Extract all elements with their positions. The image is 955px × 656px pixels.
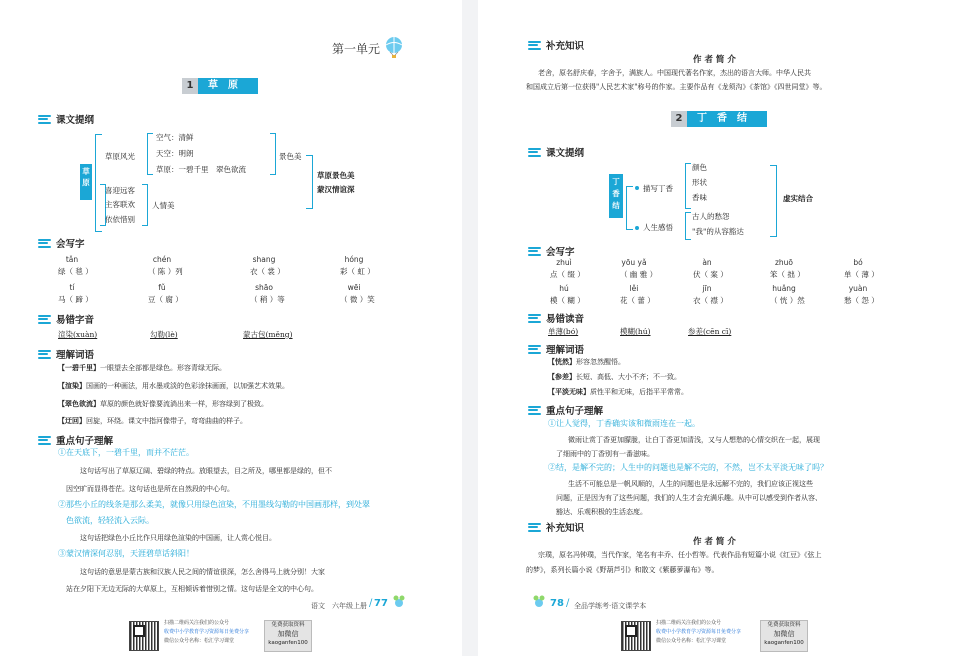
section-icon	[528, 148, 541, 157]
ad-line-1: 扫描二维码关注我们的公众号	[164, 620, 230, 626]
pinyin: tí	[69, 283, 75, 292]
author-title: 作 者 简 介	[693, 537, 736, 547]
lesson-title	[182, 78, 258, 94]
section-title: 会写字	[546, 247, 575, 258]
key-explain-3-line-1: 这句话的意思是蒙古族和汉族人民之间的情谊很深，怎么舍得马上就分别！大家	[80, 568, 325, 576]
section-title: 理解词语	[56, 350, 95, 361]
left-page	[0, 0, 462, 656]
section-title: 易错读音	[546, 314, 585, 325]
outline-brace-b1	[147, 133, 153, 175]
vocab-term: 【渲染】	[58, 381, 86, 390]
ad-box-line-3: kaoganfen100	[268, 640, 308, 646]
word-blank: 愁（ 怨 ）	[844, 296, 879, 305]
pinyin: wēi	[347, 283, 361, 292]
outline-brace-b2-right	[142, 184, 148, 226]
ad-line-2: 收费中小学教育学习资源每日免费分享	[164, 629, 250, 635]
outline-result: 虚实结合	[783, 194, 813, 203]
section-supp-2	[528, 520, 584, 534]
outline-side-label: 草原	[80, 164, 92, 200]
section-icon	[528, 406, 541, 415]
word-blank: 笨（ 拙 ）	[770, 270, 805, 279]
section-vocab	[528, 342, 584, 356]
section-misread	[38, 312, 94, 326]
vocab-def: 形容忽然醒悟。	[576, 358, 625, 366]
pinyin: shang	[252, 255, 276, 264]
ad-line-1: 扫描二维码关注我们的公众号	[656, 620, 722, 626]
vocab-item	[58, 397, 268, 411]
ad-box-line-2: 加微信	[277, 630, 299, 638]
misread-item-3: 参差(cēn cī)	[688, 327, 732, 336]
key-sentence-3: ③蒙汉情深何忍别，天涯碧草话斜阳！	[58, 549, 194, 558]
balloon-icon	[384, 36, 404, 60]
author-line-1: 老舍，原名舒庆春，字舍予，满族人。中国现代著名作家，杰出的语言大师。中华人民共	[538, 69, 811, 77]
outline-brace-theme	[306, 155, 313, 209]
word-blank: （ 稍 ）等	[250, 295, 285, 304]
ad-box-line-1: 免费获取资料	[271, 622, 305, 628]
vocab-item	[58, 379, 289, 393]
misread-item-1: 渲染(xuàn)	[58, 330, 98, 339]
pinyin: zhuì	[556, 258, 572, 267]
key-sentence-2-line-1: ②那些小丘的线条是那么柔美，就像只用绿色渲染，不用墨线勾勒的中国画那样，到处翠	[58, 500, 370, 509]
footer-separator: /	[369, 598, 373, 609]
pinyin: yōu yǎ	[621, 258, 647, 267]
section-icon	[38, 315, 51, 324]
key-explain-2-line-1: 生活不可能总是一帆风顺的，人生的问题也是永远解不完的，我们应该正视这些	[568, 480, 813, 488]
footer-book: 全品学练考·语文课学本	[574, 602, 647, 610]
pinyin: huǎng	[772, 284, 796, 293]
author-line-1: 宗璞，原名冯钟璞，当代作家，笔名有丰乔、任小哲等。代表作品有短篇小说《红豆》《弦上	[538, 551, 822, 559]
ad-line-3: 微信公众号名称：松汇学习课堂	[656, 638, 727, 644]
ad-line-2: 收费中小学教育学习资源每日免费分享	[656, 629, 742, 635]
pinyin: tǎn	[65, 255, 79, 264]
pinyin: lěi	[629, 284, 639, 293]
section-title: 会写字	[56, 239, 85, 250]
sprout-icon	[392, 594, 406, 608]
pinyin: shāo	[255, 283, 273, 292]
vocab-item	[58, 361, 226, 375]
key-explain-3-line-2: 站在夕阳下无边无际的大草原上，互相倾诉着惜别之情。这句话是全文的中心句。	[66, 585, 318, 593]
outline-branch-2: 人生感悟	[643, 223, 673, 232]
word-blank: 马（ 蹄 ）	[58, 295, 93, 304]
section-key	[528, 403, 603, 417]
key-explain-2-line-2: 问题，正是因为有了这些问题，我们的人生才会充满乐趣。从中可以感受到作者从容、	[556, 494, 822, 502]
outline-b1-item-2: 天空：明朗	[156, 149, 194, 158]
vocab-item	[548, 370, 681, 384]
pinyin: chén	[152, 255, 172, 264]
key-explain-1-line-2: 了细雨中的丁香别有一番滋味。	[556, 450, 654, 458]
qr-code	[621, 621, 651, 651]
outline-brace-b2	[685, 212, 691, 240]
word-blank: （ 幽 雅 ）	[620, 270, 658, 279]
word-blank: 衣（ 襟 ）	[693, 296, 728, 305]
outline-b2-item-1: 喜迎远客	[105, 186, 135, 195]
ad-box-line-1: 免费获取资料	[767, 622, 801, 628]
outline-brace-main	[626, 186, 633, 230]
outline-branch-1: 描写丁香	[643, 184, 673, 193]
word-blank: （ 微 ）笑	[340, 295, 375, 304]
word-blank: 模（ 糊 ）	[550, 296, 585, 305]
word-blank: （ 陈 ）列	[148, 267, 183, 276]
section-title: 重点句子理解	[56, 436, 114, 447]
ad-box-line-2: 加微信	[773, 630, 795, 638]
vocab-item	[548, 385, 688, 399]
misread-item-1: 单薄(bó)	[548, 327, 579, 336]
section-key	[38, 433, 113, 447]
vocab-term: 【迂回】	[58, 416, 86, 425]
word-blank: 绿（ 毯 ）	[58, 267, 93, 276]
vocab-def: 一眼望去全部都是绿色。形容青绿无际。	[100, 364, 226, 372]
section-misread	[528, 311, 584, 325]
key-explain-1-line-1: 微雨让赏丁香更加朦胧，让白丁香更加清浅，又与人想愁的心情交织在一起，展现	[568, 436, 820, 444]
pinyin: yuàn	[848, 284, 868, 293]
outline-b2-result: 人情美	[152, 201, 175, 210]
bullet-dot-icon	[635, 226, 639, 230]
qr-code	[129, 621, 159, 651]
section-supp	[528, 38, 584, 52]
footer-page-number: 77	[374, 598, 388, 609]
outline-brace-b1-right	[270, 133, 276, 175]
vocab-def: 回旋，环绕。课文中指河像带子，弯弯曲曲的样子。	[86, 417, 247, 425]
author-line-2: 的梦》，系列长篇小说《野葫芦引》和散文《紫藤萝瀑布》等。	[526, 566, 719, 574]
outline-branch-1: 草原风光	[105, 152, 135, 161]
outline-theme-2: 蒙汉情谊深	[317, 185, 355, 194]
outline-theme-1: 草原景色美	[317, 171, 355, 180]
unit-title: 第一单元	[332, 42, 381, 56]
vocab-def: 草原的颜色就好像要流淌出来一样，形容绿到了极致。	[100, 400, 268, 408]
key-sentence-1: ①在天底下，一碧千里，而并不茫茫。	[58, 448, 194, 457]
outline-brace-b1	[685, 163, 691, 209]
section-title: 补充知识	[546, 523, 585, 534]
author-title: 作 者 简 介	[693, 55, 736, 65]
outline-b2-item-3: 依依惜别	[105, 215, 135, 224]
word-blank: （ 恍 ）然	[770, 296, 805, 305]
outline-brace-right	[770, 165, 777, 237]
section-outline	[528, 145, 584, 159]
vocab-term: 【平淡无味】	[548, 387, 590, 396]
section-outline	[38, 112, 94, 126]
vocab-term: 【一碧千里】	[58, 363, 100, 372]
vocab-def: 长短、高低、大小不齐；不一致。	[576, 373, 681, 381]
lesson-number: 1	[182, 78, 198, 94]
lesson-title	[671, 111, 767, 127]
pinyin: jīn	[702, 284, 712, 293]
vocab-def: 国画的一种画法，用水墨或淡的色彩涂抹画面，以加强艺术效果。	[86, 382, 289, 390]
footer-book: 语文 六年级上册	[311, 602, 367, 610]
key-sentence-1: ①让人觉得，丁香确实该和微雨连在一起。	[548, 419, 700, 428]
lesson-number: 2	[671, 111, 687, 127]
word-blank: 衣（ 裳 ）	[250, 267, 285, 276]
pinyin: bó	[853, 258, 863, 267]
pinyin: zhuō	[774, 258, 794, 267]
section-icon	[528, 523, 541, 532]
outline-b2-item-2: "我"的从容豁达	[692, 227, 744, 236]
section-vocab	[38, 347, 94, 361]
section-title: 课文提纲	[56, 115, 95, 126]
misread-item-2: 勾勒(lè)	[150, 330, 178, 339]
section-icon	[38, 115, 51, 124]
outline-b1-item-2: 形状	[692, 178, 707, 187]
vocab-term: 【恍然】	[548, 357, 576, 366]
key-explain-2-line-3: 豁达、乐观积极的生活态度。	[556, 508, 647, 516]
word-blank: 豆（ 腐 ）	[148, 295, 183, 304]
section-icon	[38, 350, 51, 359]
key-sentence-2-line-2: 色欲流，轻轻流入云际。	[66, 516, 154, 525]
footer-separator: /	[566, 598, 570, 609]
lesson-name: 丁香结	[687, 111, 767, 127]
ad-box	[264, 620, 312, 652]
vocab-item	[548, 355, 625, 369]
sprout-icon	[532, 594, 546, 608]
key-explain-2: 这句话把绿色小丘比作只用绿色渲染的中国画，让人赏心悦目。	[80, 534, 276, 542]
section-icon	[528, 41, 541, 50]
pinyin: hú	[559, 284, 569, 293]
vocab-term: 【翠色欲流】	[58, 399, 100, 408]
lesson-name: 草原	[198, 78, 258, 94]
outline-b1-item-1: 颜色	[692, 163, 707, 172]
pinyin: àn	[702, 258, 712, 267]
key-sentence-2: ②结，是解不完的；人生中的问题也是解不完的，不然，岂不太平淡无味了吗？	[548, 463, 828, 472]
word-blank: 伏（ 案 ）	[693, 270, 728, 279]
vocab-item	[58, 414, 247, 428]
outline-b1-item-3: 香味	[692, 193, 707, 202]
section-title: 理解词语	[546, 345, 585, 356]
section-write	[528, 244, 575, 258]
outline-b1-result: 景色美	[279, 152, 302, 161]
section-title: 易错字音	[56, 315, 95, 326]
outline-side-label: 丁香结	[609, 174, 623, 218]
section-title: 重点句子理解	[546, 406, 604, 417]
section-title: 补充知识	[546, 41, 585, 52]
pinyin: fǔ	[158, 283, 166, 292]
section-icon	[38, 239, 51, 248]
key-explain-1-line-1: 这句话写出了草原辽阔、碧绿的特点。放眼望去，目之所及，哪里都是绿的，但不	[80, 467, 332, 475]
section-title: 课文提纲	[546, 148, 585, 159]
footer-page-number: 78	[550, 598, 564, 609]
ad-box	[760, 620, 808, 652]
section-icon	[528, 247, 541, 256]
bullet-dot-icon	[635, 186, 639, 190]
misread-item-2: 模糊(hú)	[620, 327, 651, 336]
outline-b2-item-2: 主客联欢	[105, 200, 135, 209]
pinyin: hóng	[344, 255, 364, 264]
word-blank: 彩（ 虹 ）	[340, 267, 375, 276]
misread-item-3: 蒙古包(měng)	[243, 330, 293, 339]
section-icon	[528, 314, 541, 323]
word-blank: 单（ 薄 ）	[844, 270, 879, 279]
outline-b1-item-3: 草原：一碧千里 翠色欲流	[156, 165, 246, 174]
word-blank: 花（ 蕾 ）	[620, 296, 655, 305]
key-explain-1-line-2: 因空旷而显得苍茫。这句话也是所在自然段的中心句。	[66, 485, 234, 493]
outline-b2-item-1: 古人的愁怨	[692, 212, 730, 221]
section-icon	[528, 345, 541, 354]
word-blank: 点（ 缀 ）	[550, 270, 585, 279]
author-line-2: 和国成立后第一位获得"人民艺术家"称号的作家。主要作品有《龙须沟》《茶馆》《四世同堂》等。	[526, 83, 827, 91]
section-icon	[38, 436, 51, 445]
right-page	[478, 0, 955, 656]
section-write	[38, 236, 85, 250]
ad-box-line-3: kaoganfen100	[764, 640, 804, 646]
vocab-term: 【参差】	[548, 372, 576, 381]
vocab-def: 质性平和无味，后指平平常常。	[590, 388, 688, 396]
ad-line-3: 微信公众号名称：松汇学习课堂	[164, 638, 235, 644]
outline-b1-item-1: 空气：清鲜	[156, 133, 194, 142]
